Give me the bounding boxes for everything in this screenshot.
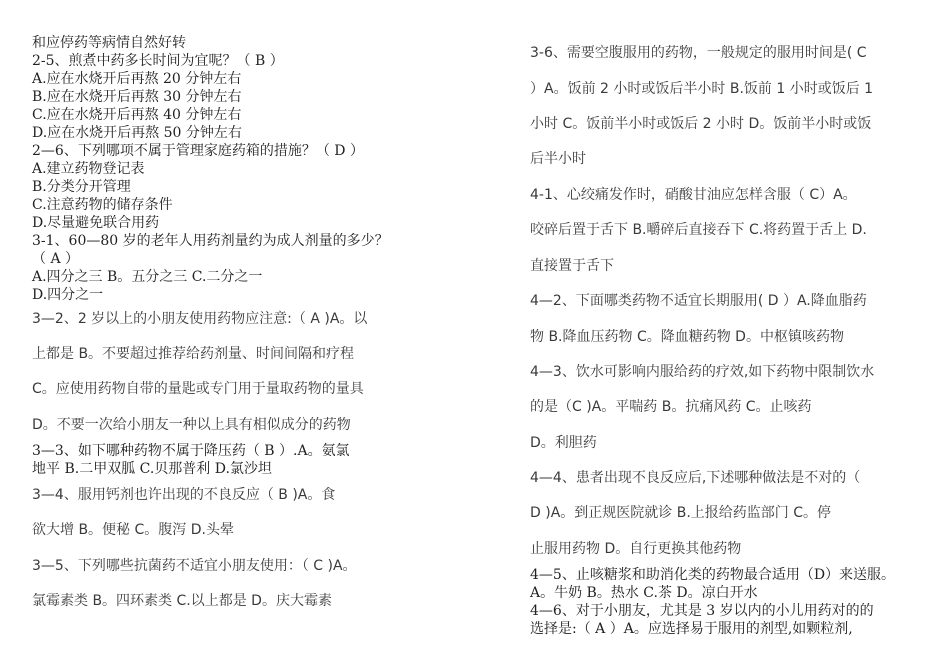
text-line: 3—3、如下哪种药物不属于降压药（ B ）.A。氨氯 xyxy=(32,443,350,459)
text-line: 4-1、心绞痛发作时，硝酸甘油应怎样含服（ C）A。 xyxy=(530,187,857,203)
text-line: 4—6、对于小朋友，尤其是 3 岁以内的小儿用药对的的 xyxy=(530,603,874,619)
text-line: C.注意药物的储存条件 xyxy=(32,197,173,213)
text-line: D。利胆药 xyxy=(530,435,597,451)
text-line: C.应在水烧开后再熬 40 分钟左右 xyxy=(32,107,242,123)
text-line: 2—6、下列哪项不属于管理家庭药箱的措施？（ D ） xyxy=(32,143,364,159)
text-line: 上都是 B。不要超过推荐给药剂量、时间间隔和疗程 xyxy=(32,346,355,362)
text-line: A.应在水烧开后再熬 20 分钟左右 xyxy=(32,71,242,87)
text-line: D。不要一次给小朋友一种以上具有相似成分的药物 xyxy=(32,417,351,433)
text-line: D.尽量避免联合用药 xyxy=(32,215,160,231)
text-line: 咬碎后置于舌下 B.嚼碎后直接吞下 C.将药置于舌上 D. xyxy=(530,222,867,238)
text-line: 选择是:（ A ）A。应选择易于服用的剂型,如颗粒剂, xyxy=(530,621,853,637)
text-line: A.建立药物登记表 xyxy=(32,161,145,177)
text-line: 小时 C。饭前半小时或饭后 2 小时 D。饭前半小时或饭 xyxy=(530,116,872,132)
text-line: D.四分之一 xyxy=(32,287,104,303)
text-line: A。牛奶 B。热水 C.茶 D。凉白开水 xyxy=(530,585,758,601)
text-line: 4—5、止咳糖浆和助消化类的药物最合适用（D）来送服。 xyxy=(530,567,896,583)
text-line: 止服用药物 D。自行更换其他药物 xyxy=(530,541,742,557)
text-line: 4—4、患者出现不良反应后,下述哪种做法是不对的（ xyxy=(530,470,861,486)
text-line: 3-6、需要空腹服用的药物，一般规定的服用时间是( C xyxy=(530,45,867,61)
text-line: 4—2、下面哪类药物不适宜长期服用( D ）A.降血脂药 xyxy=(530,293,867,309)
text-line: ）A。饭前 2 小时或饭后半小时 B.饭前 1 小时或饭后 1 xyxy=(530,81,874,97)
text-line: 和应停药等病情自然好转 xyxy=(32,35,186,51)
text-line: 直接置于舌下 xyxy=(530,258,614,274)
text-line: D.应在水烧开后再熬 50 分钟左右 xyxy=(32,125,242,141)
text-line: 3—2、2 岁以上的小朋友使用药物应注意:（ A )A。以 xyxy=(32,311,368,327)
text-line: （ A ） xyxy=(32,251,80,267)
text-line: 4—3、饮水可影响内服给药的疗效,如下药物中限制饮水 xyxy=(530,364,875,380)
text-line: 氯霉素类 B。四环素类 C.以上都是 D。庆大霉素 xyxy=(32,593,332,609)
text-line: 3—5、下列哪些抗菌药不适宜小朋友使用：（ C )A。 xyxy=(32,558,357,574)
text-line: 2-5、煎煮中药多长时间为宜呢？（ B ） xyxy=(32,53,284,69)
text-line: C。应使用药物自带的量匙或专门用于量取药物的量具 xyxy=(32,381,364,397)
text-line: B.应在水烧开后再熬 30 分钟左右 xyxy=(32,89,242,105)
text-line: 后半小时 xyxy=(530,151,586,167)
text-line: 3—4、服用钙剂也许出现的不良反应（ B )A。食 xyxy=(32,487,336,503)
text-line: 的是（C )A。平喘药 B。抗痛风药 C。止咳药 xyxy=(530,399,812,415)
text-line: D )A。到正规医院就诊 B.上报给药监部门 C。停 xyxy=(530,505,831,521)
text-line: B.分类分开管理 xyxy=(32,179,131,195)
text-line: 3-1、60—80 岁的老年人用药剂量约为成人剂量的多少？ xyxy=(32,233,389,249)
text-line: 欲大增 B。便秘 C。腹泻 D.头晕 xyxy=(32,522,234,538)
text-line: 物 B.降血压药物 C。降血糖药物 D。中枢镇咳药物 xyxy=(530,329,844,345)
text-line: A.四分之三 B。五分之三 C.二分之一 xyxy=(32,269,263,285)
text-line: 地平 B.二甲双胍 C.贝那普利 D.氯沙坦 xyxy=(32,461,272,477)
